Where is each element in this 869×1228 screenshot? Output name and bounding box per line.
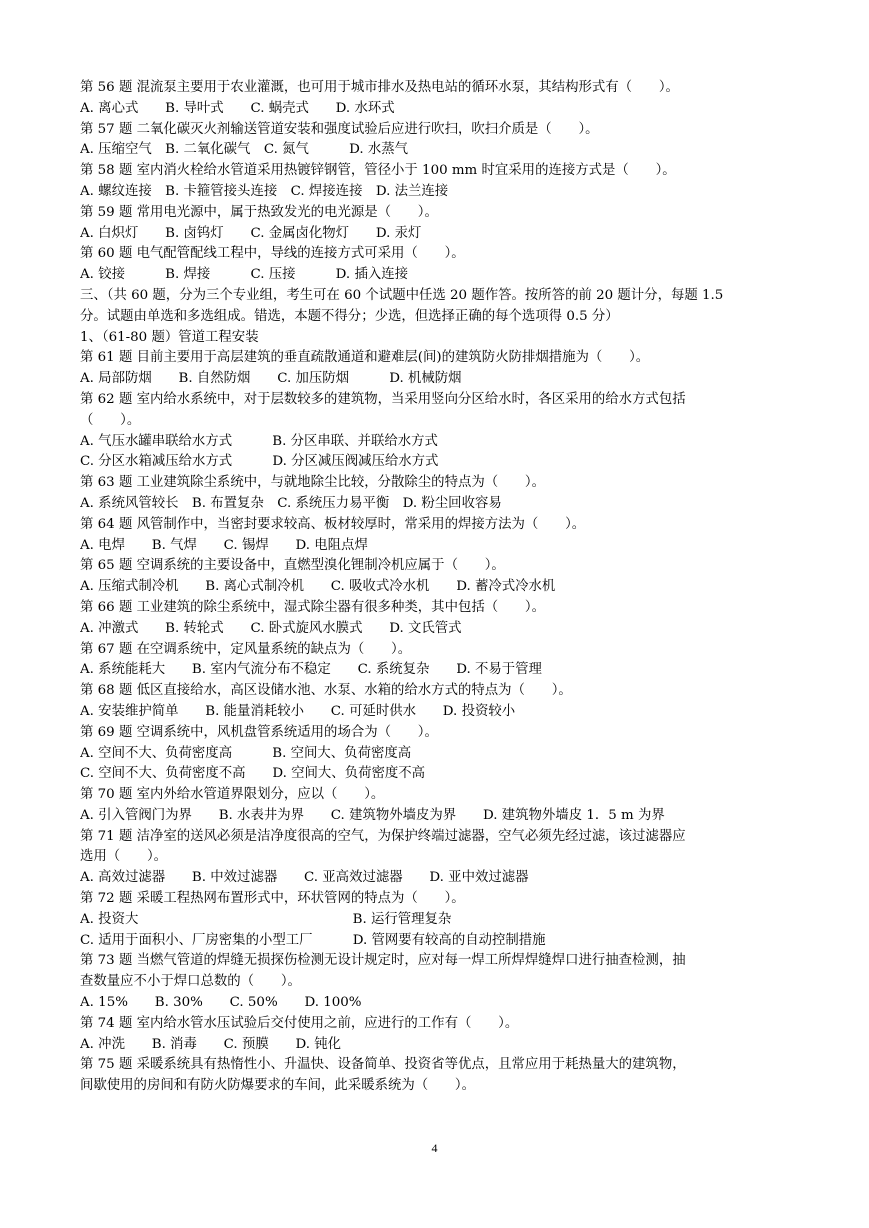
- question-72: 第 72 题 采暖工程热网布置形式中，环状管网的特点为（ ）。: [80, 891, 465, 907]
- question-70: 第 70 题 室内外给水管道界限划分，应以（ ）。: [80, 787, 385, 803]
- page-number: 4: [431, 1141, 438, 1155]
- question-65-options: A. 压缩式制冷机 B. 离心式制冷机 C. 吸收式冷水机 D. 蓄冷式冷水机: [80, 579, 556, 595]
- question-73: 第 73 题 当燃气管道的焊缝无损探伤检测无设计规定时，应对每一焊工所焊焊缝焊口进行抽查检测，抽: [80, 953, 686, 969]
- subsection-pipe-engineering: 1、（61-80 题）管道工程安装: [80, 329, 259, 345]
- question-62-options-cd: C. 分区水箱减压给水方式 D. 分区减压阀减压给水方式: [80, 454, 439, 470]
- question-75: 第 75 题 采暖系统具有热惰性小、升温快、设备简单、投资省等优点，且常应用于耗热量大的建筑物，: [80, 1057, 686, 1073]
- question-68: 第 68 题 低区直接给水，高区设储水池、水泵、水箱的给水方式的特点为（ ）。: [80, 683, 572, 699]
- question-69-options-ab: A. 空间不大、负荷密度高 B. 空间大、负荷密度高: [80, 745, 412, 761]
- question-70-options: A. 引入管阀门为界 B. 水表井为界 C. 建筑物外墙皮为界 D. 建筑物外墙皮 1．5 m 为界: [80, 807, 665, 823]
- question-67: 第 67 题 在空调系统中，定风量系统的缺点为（ ）。: [80, 641, 412, 657]
- question-66: 第 66 题 工业建筑的除尘系统中，湿式除尘器有很多种类，其中包括（ ）。: [80, 599, 545, 615]
- question-62: 第 62 题 室内给水系统中，对于层数较多的建筑物，当采用竖向分区给水时，各区采用的给水方式包括: [80, 391, 686, 407]
- question-73-options: A. 15% B. 30% C. 50% D. 100%: [80, 995, 362, 1011]
- question-62-cont: （ ）。: [80, 412, 141, 428]
- question-72-options-ab: A. 投资大 B. 运行管理复杂: [80, 911, 452, 927]
- question-57-options: A. 压缩空气 B. 二氧化碳气 C. 氮气 D. 水蒸气: [80, 142, 409, 158]
- question-75-cont: 间歇使用的房间和有防火防爆要求的车间，此采暖系统为（ ）。: [80, 1078, 476, 1094]
- section-three-heading: 三、（共 60 题，分为三个专业组，考生可在 60 个试题中任选 20 题作答。按所答的前 20 题计分，每题 1.5: [80, 287, 724, 303]
- question-59: 第 59 题 常用电光源中，属于热致发光的电光源是（ ）。: [80, 204, 438, 220]
- question-59-options: A. 白炽灯 B. 卤钨灯 C. 金属卤化物灯 D. 汞灯: [80, 225, 422, 241]
- question-63: 第 63 题 工业建筑除尘系统中，与就地除尘比较，分散除尘的特点为（ ）。: [80, 475, 545, 491]
- question-64-options: A. 电焊 B. 气焊 C. 锡焊 D. 电阻点焊: [80, 537, 368, 553]
- question-66-options: A. 冲激式 B. 转轮式 C. 卧式旋风水膜式 D. 文氏管式: [80, 620, 462, 636]
- question-64: 第 64 题 风管制作中，当密封要求较高、板材较厚时，常采用的焊接方法为（ ）。: [80, 516, 586, 532]
- question-69: 第 69 题 空调系统中，风机盘管系统适用的场合为（ ）。: [80, 724, 438, 740]
- question-56: 第 56 题 混流泵主要用于农业灌溉，也可用于城市排水及热电站的循环水泵，其结构形式有（ ）。: [80, 80, 679, 95]
- question-61-options: A. 局部防烟 B. 自然防烟 C. 加压防烟 D. 机械防烟: [80, 371, 462, 387]
- question-57: 第 57 题 二氧化碳灭火剂输送管道安装和强度试验后应进行吹扫，吹扫介质是（ ）。: [80, 121, 599, 137]
- question-58: 第 58 题 室内消火栓给水管道采用热镀锌钢管，管径小于 100 mm 时宜采用的连接方式是（ ）。: [80, 163, 676, 179]
- question-71-options: A. 高效过滤器 B. 中效过滤器 C. 亚高效过滤器 D. 亚中效过滤器: [80, 870, 529, 886]
- question-60: 第 60 题 电气配管配线工程中，导线的连接方式可采用（ ）。: [80, 246, 465, 262]
- document-body: [80, 78, 792, 1097]
- question-61: 第 61 题 目前主要用于高层建筑的垂直疏散通道和避难层(间)的建筑防火防排烟措施为（ ）。: [80, 350, 650, 366]
- question-68-options: A. 安装维护简单 B. 能量消耗较小 C. 可延时供水 D. 投资较小: [80, 703, 516, 719]
- question-71: 第 71 题 洁净室的送风必须是洁净度很高的空气，为保护终端过滤器，空气必须先经过滤，该过滤器应: [80, 828, 686, 844]
- question-62-options-ab: A. 气压水罐串联给水方式 B. 分区串联、并联给水方式: [80, 433, 438, 449]
- question-74-options: A. 冲洗 B. 消毒 C. 预膜 D. 钝化: [80, 1036, 342, 1052]
- question-69-options-cd: C. 空间不大、负荷密度不高 D. 空间大、负荷密度不高: [80, 766, 426, 782]
- question-56-options: A. 离心式 B. 导叶式 C. 蜗壳式 D. 水环式: [80, 100, 395, 116]
- question-74: 第 74 题 室内给水管水压试验后交付使用之前，应进行的工作有（ ）。: [80, 1015, 519, 1031]
- question-65: 第 65 题 空调系统的主要设备中，直燃型溴化锂制冷机应属于（ ）。: [80, 558, 505, 574]
- question-63-options: A. 系统风管较长 B. 布置复杂 C. 系统压力易平衡 D. 粉尘回收容易: [80, 495, 502, 511]
- section-three-heading-cont: 分。试题由单选和多选组成。错选，本题不得分；少选，但选择正确的每个选项得 0.5 分）: [80, 308, 619, 324]
- question-73-cont: 查数量应不小于焊口总数的（ ）。: [80, 974, 301, 990]
- question-67-options: A. 系统能耗大 B. 室内气流分布不稳定 C. 系统复杂 D. 不易于管理: [80, 662, 542, 678]
- question-71-cont: 选用（ ）。: [80, 849, 168, 865]
- question-58-options: A. 螺纹连接 B. 卡箍管接头连接 C. 焊接连接 D. 法兰连接: [80, 183, 449, 199]
- question-72-options-cd: C. 适用于面积小、厂房密集的小型工厂 D. 管网要有较高的自动控制措施: [80, 932, 546, 948]
- question-60-options: A. 铰接 B. 焊接 C. 压接 D. 插入连接: [80, 267, 409, 283]
